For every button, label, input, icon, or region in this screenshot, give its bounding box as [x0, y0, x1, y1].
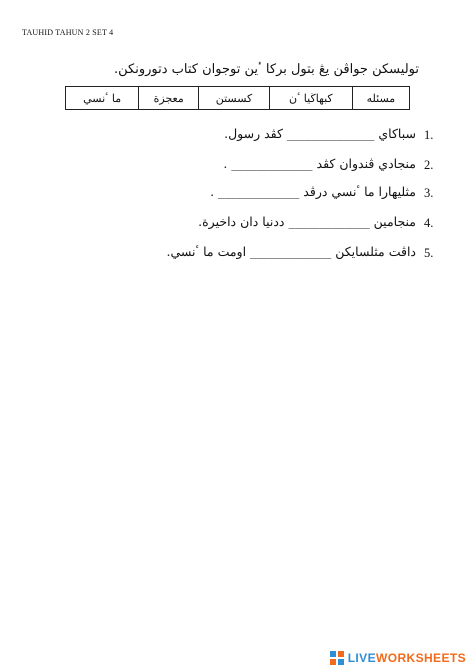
question-number: 1. — [424, 128, 434, 142]
question-text: مثليهارا ما ٴنسي درڤد _____________ . — [210, 184, 416, 199]
word-bank-cell: كبهاڬيا ٴن — [269, 87, 352, 110]
word-bank-row — [66, 87, 410, 110]
word-bank-table — [65, 86, 410, 110]
word-bank-cell: ما ٴنسي — [66, 87, 139, 110]
question-text: منجامين _____________ ددنيا دان داخيرة. — [198, 214, 416, 229]
instruction-text: توليسكن جواڤن يڠ بتول برکا ٴين توجوان كتاب دتورونكن. — [114, 62, 419, 77]
liveworksheets-logo[interactable] — [330, 651, 466, 665]
question-number: 5. — [424, 246, 434, 260]
question-item — [0, 244, 474, 266]
logo-text-worksheets: WORKSHEETS — [375, 651, 466, 665]
word-bank-cell: كسستن — [199, 87, 270, 110]
word-bank-cell: معجزة — [139, 87, 199, 110]
question-text: سباكاي ______________ كڤد رسول. — [224, 126, 416, 141]
question-text: داڤت مثلسايكن _____________ اومت ما ٴنسي. — [166, 244, 416, 259]
question-item — [0, 126, 474, 148]
question-number: 3. — [424, 186, 434, 200]
question-text: منجادي ڤندوان كڤد _____________ . — [223, 156, 416, 171]
question-number: 4. — [424, 216, 434, 230]
word-bank-cell: مسئله — [352, 87, 409, 110]
question-item — [0, 184, 474, 206]
question-item — [0, 156, 474, 178]
logo-text-live: LIVE — [347, 651, 376, 665]
question-item — [0, 214, 474, 236]
liveworksheets-logo-icon — [330, 651, 344, 665]
question-number: 2. — [424, 158, 434, 172]
page-header-title: TAUHID TAHUN 2 SET 4 — [22, 28, 114, 37]
